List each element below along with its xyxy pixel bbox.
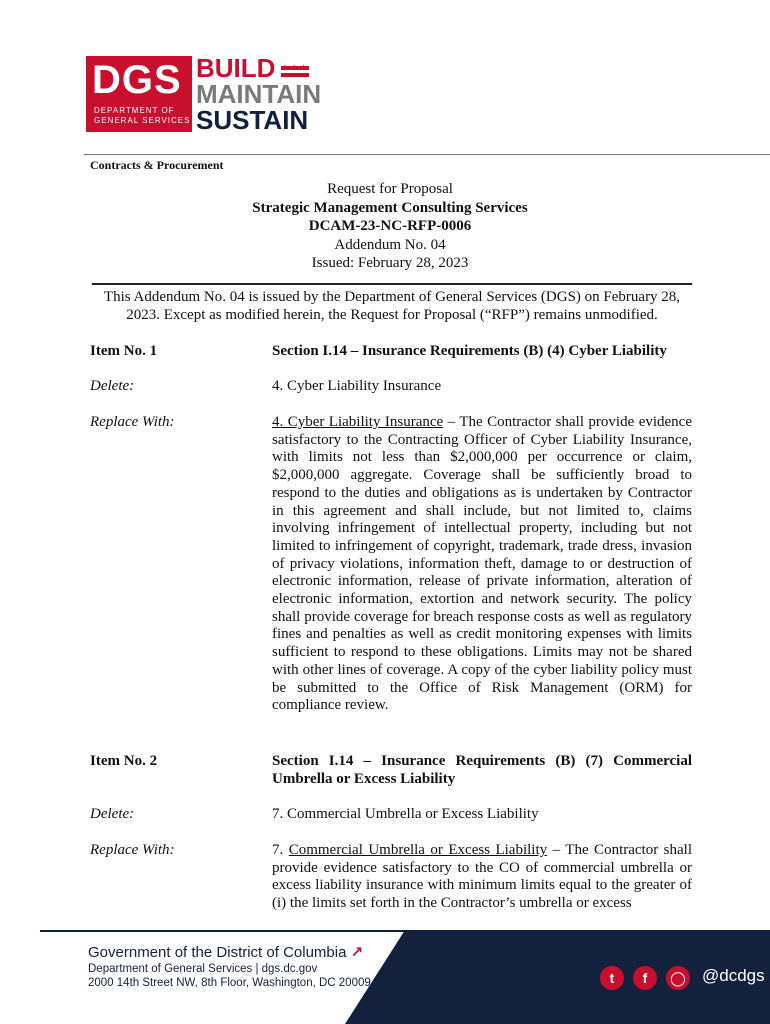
- dc-flag-icon: [281, 57, 309, 79]
- dgs-dept-line1: DEPARTMENT OF: [94, 106, 175, 115]
- title-line5: Issued: February 28, 2023: [311, 255, 469, 271]
- item-1-replace-body: – The Contractor shall provide evidence satisfactory to the Contracting Officer of Cyber Liability Insurance, with limits not less than $2,000,000 per occurrence or claim, $2,000,000 aggregate. Coverage shall be sufficiently broad to respond to the duties and obligations as is undertaken by Contractor in this agreement and shall include, but not limited to, claims involving infringement of intellectual property, including but not limited to infringement of copyright, trademark, trade dress, invasion of privacy violations, information theft, damage to or destruction of electronic information, release of private information, alteration of electronic information, extortion and network security. The policy shall provide coverage for breach response costs as well as regulatory fines and penalties as well as credit monitoring expenses with limits sufficient to respond to these obligations. Limits may not be shared with other lines of coverage. A copy of the cyber liability policy must be submitted to the Office of Risk Management (ORM) for compliance review.: [272, 414, 692, 714]
- twitter-icon[interactable]: t: [600, 966, 624, 990]
- item-1-replace-label: Replace With:: [90, 414, 175, 430]
- header-divider: [84, 154, 770, 155]
- logo-sustain: SUSTAIN: [196, 105, 309, 135]
- item-2-replace-heading: Commercial Umbrella or Excess Liability: [288, 842, 548, 858]
- arrow-icon: ↗: [350, 944, 364, 961]
- item-2-replace-text: [272, 842, 692, 913]
- dgs-logo: [86, 56, 192, 132]
- item-1-replace-text: [272, 414, 692, 715]
- item-2-replace-prefix: 7.: [272, 842, 289, 858]
- title-line3: DCAM-23-NC-RFP-0006: [308, 218, 472, 234]
- social-handle[interactable]: @dcdgs: [702, 966, 765, 985]
- item-2-replace-body: – The Contractor shall provide evidence satisfactory to the CO of commercial umbrella or excess liability insurance with minimum limits equal to the greater of (i) the limits set forth in the Contractor’s umbrella or excess: [272, 842, 692, 912]
- item-1-replace-heading: 4. Cyber Liability Insurance: [272, 414, 444, 430]
- item-2-label: Item No. 2: [90, 753, 158, 769]
- item-1-delete-label: Delete:: [90, 378, 135, 394]
- footer-government: [88, 943, 363, 961]
- build-maintain-sustain-logo: [196, 55, 321, 133]
- dgs-dept-line2: GENERAL SERVICES: [94, 116, 191, 125]
- item-2-section: Section I.14 – Insurance Requirements (B) (7) Commercial Umbrella or Excess Liability: [272, 753, 692, 787]
- item-2-delete-text: 7. Commercial Umbrella or Excess Liability: [272, 806, 539, 822]
- dgs-logo-letters: DGS: [92, 58, 182, 102]
- facebook-icon[interactable]: f: [633, 966, 657, 990]
- item-2-delete-label: Delete:: [90, 806, 135, 822]
- logo-build: [196, 55, 321, 81]
- dgs-logo-department: [94, 106, 190, 126]
- logo-build-text: BUILD: [196, 53, 276, 83]
- section-label: Contracts & Procurement: [90, 158, 224, 172]
- logo-maintain: MAINTAIN: [196, 79, 322, 109]
- title-line4: Addendum No. 04: [334, 236, 446, 253]
- footer-dept-line: Department of General Services | dgs.dc.gov: [88, 963, 318, 975]
- title-line2: Strategic Management Consulting Services: [252, 199, 528, 216]
- footer-address: 2000 14th Street NW, 8th Floor, Washington, DC 20009: [88, 977, 371, 989]
- footer-government-text: Government of the District of Columbia: [88, 944, 347, 961]
- instagram-icon[interactable]: ◯: [666, 966, 690, 990]
- item-1-label: Item No. 1: [90, 343, 158, 359]
- intro-paragraph: This Addendum No. 04 is issued by the Department of General Services (DGS) on February 28, 2023. Except as modified herein, the Request for Proposal (“RFP”) remains unmodified.: [103, 289, 681, 323]
- title-divider: [92, 283, 692, 285]
- item-2-replace-label: Replace With:: [90, 842, 175, 858]
- document-title-block: [90, 180, 690, 273]
- item-1-section: Section I.14 – Insurance Requirements (B) (4) Cyber Liability: [272, 343, 667, 359]
- title-line1: Request for Proposal: [327, 181, 453, 197]
- item-1-delete-text: 4. Cyber Liability Insurance: [272, 378, 442, 394]
